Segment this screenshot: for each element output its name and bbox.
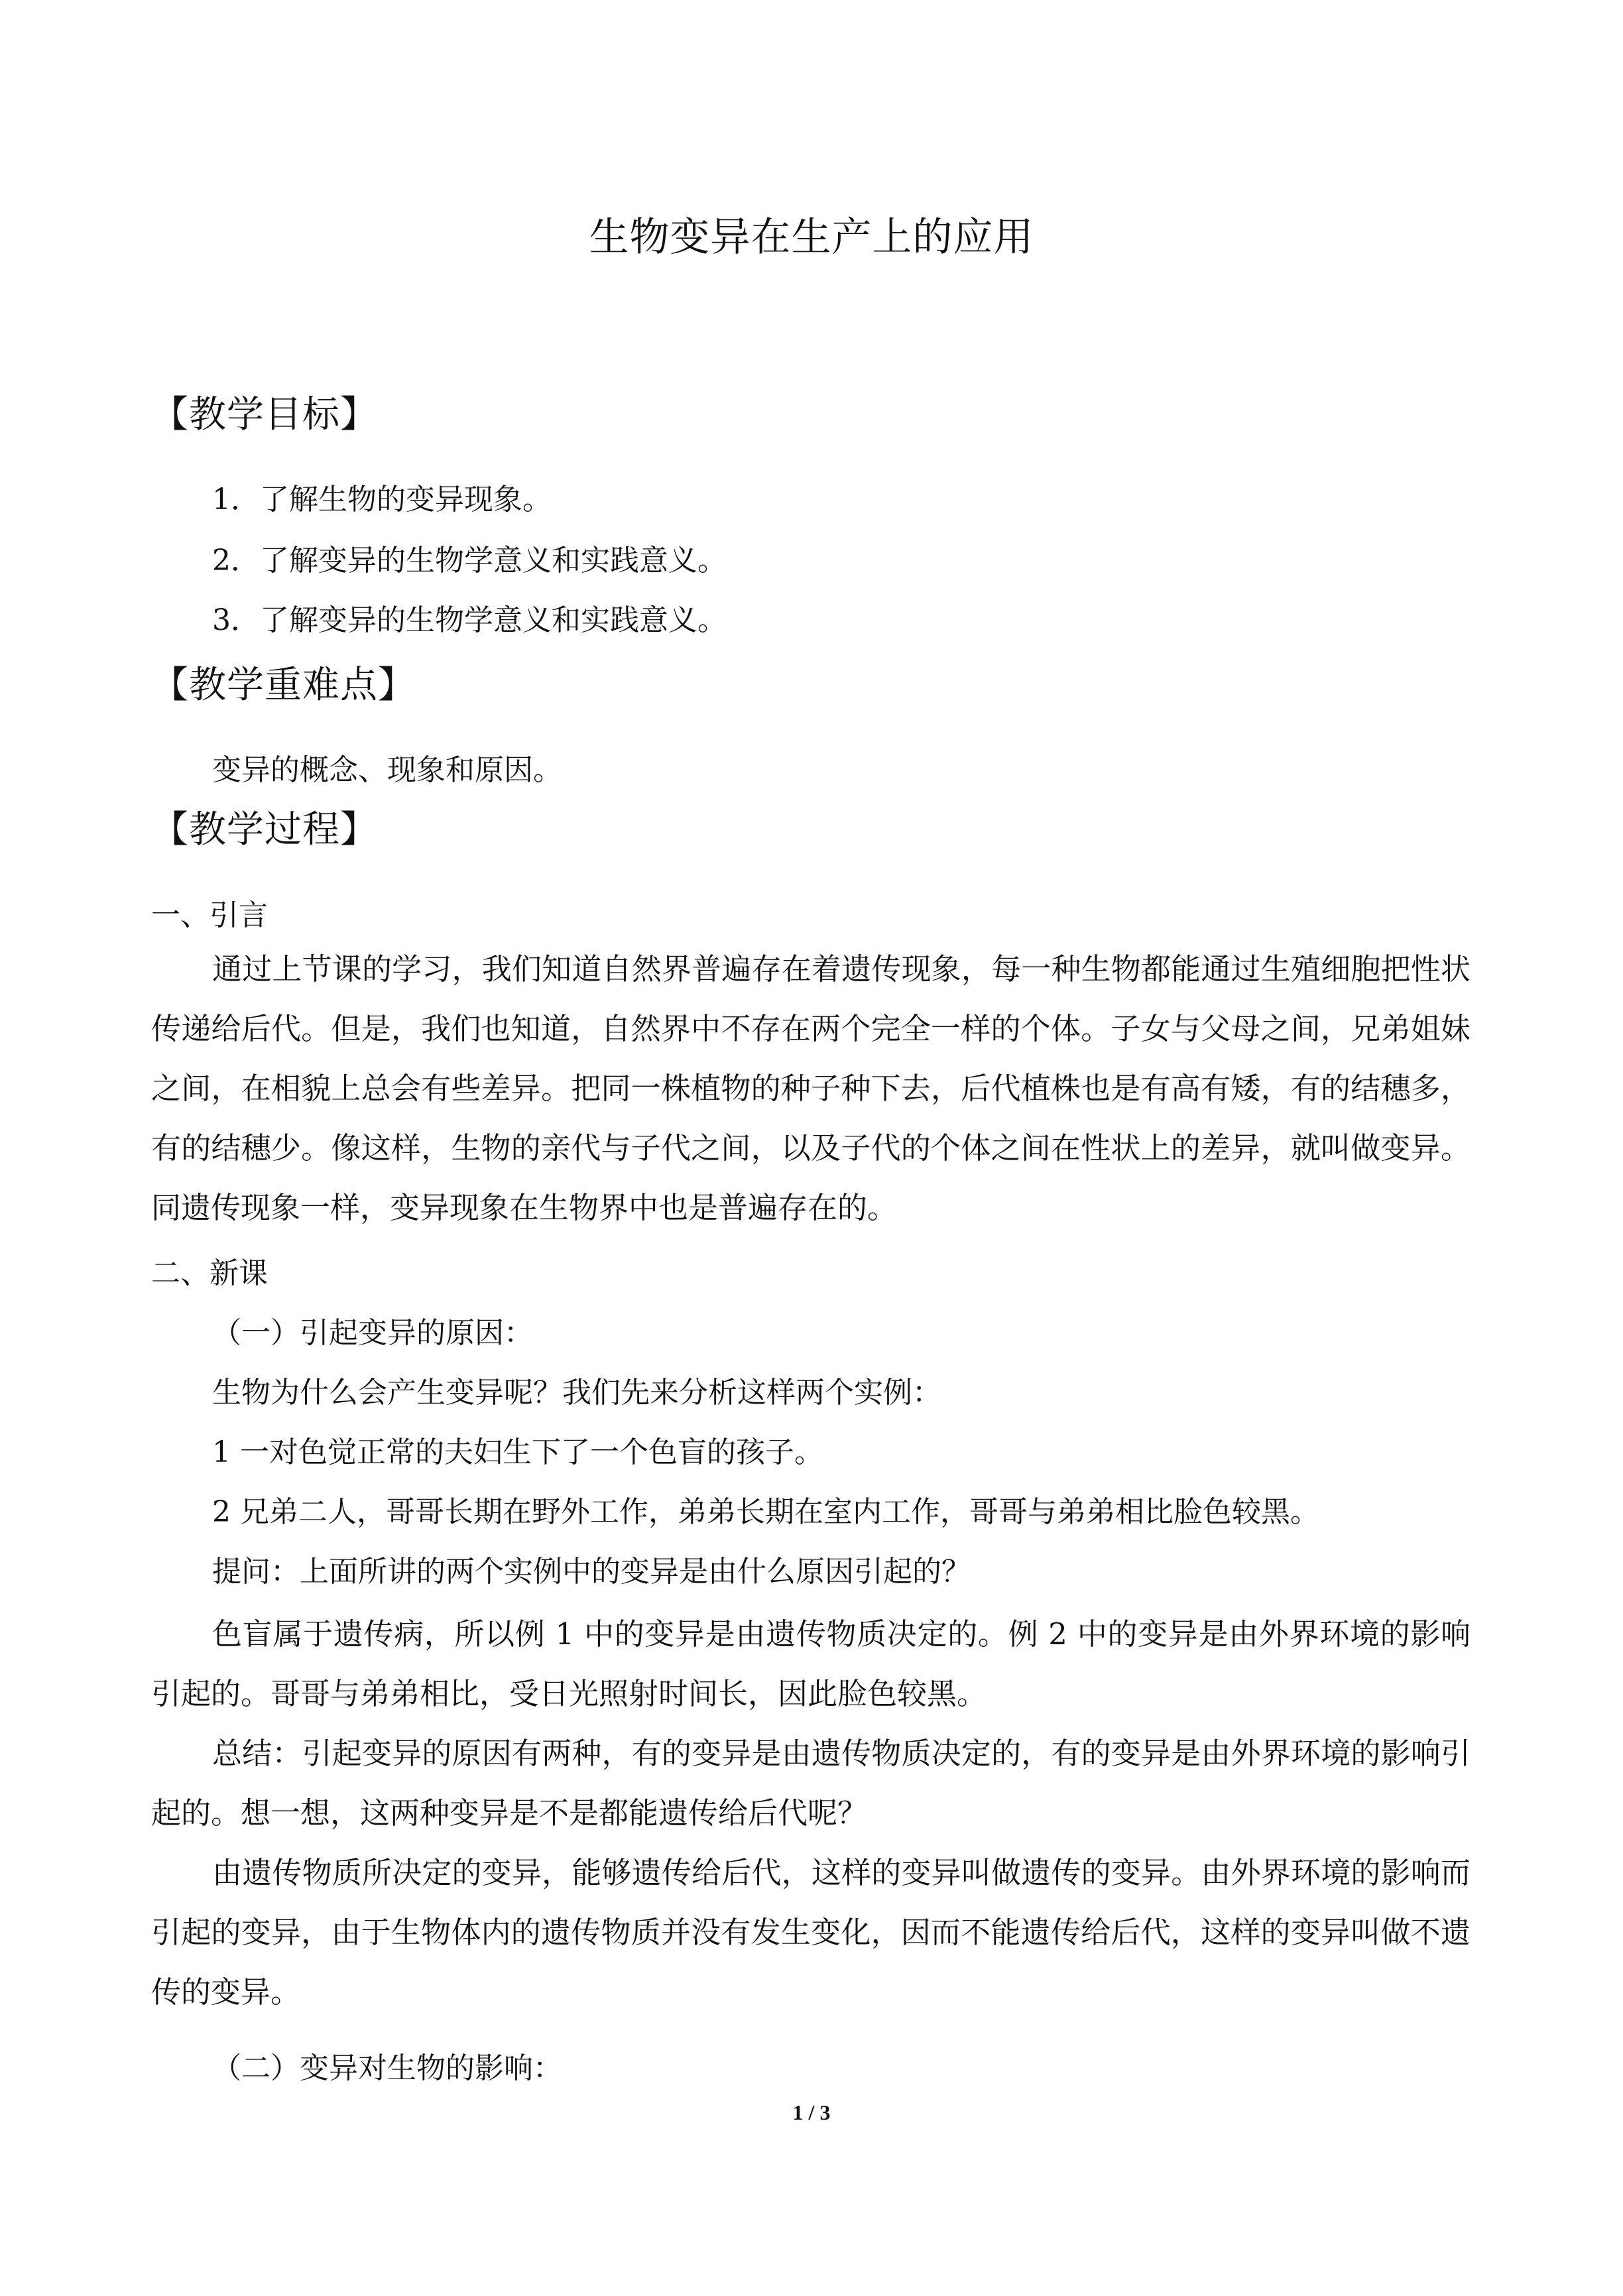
explain-paragraph: 由遗传物质所决定的变异，能够遗传给后代，这样的变异叫做遗传的变异。由外界环境的影响而引起的变异，由于生物体内的遗传物质并没有发生变化，因而不能遗传给后代，这样的变异叫做不遗传的变异。 [151,1855,1471,2010]
subsection-1-title: （一）引起变异的原因： [212,1316,533,1350]
key-points-text: 变异的概念、现象和原因。 [212,753,562,787]
objective-item: 1．了解生物的变异现象。 [212,483,552,516]
objective-item: 3．了解变异的生物学意义和实践意义。 [212,603,727,637]
example-1: 1 一对色觉正常的夫妇生下了一个色盲的孩子。 [212,1435,823,1469]
section-new-title: 二、新课 [151,1256,268,1290]
page-number: 1 / 3 [792,2100,831,2124]
process-heading: 【教学过程】 [151,808,378,851]
summary-paragraph: 总结：引起变异的原因有两种，有的变异是由遗传物质决定的，有的变异是由外界环境的影响引起的。想一想，这两种变异是不是都能遗传给后代呢？ [151,1736,1471,1831]
objective-item: 2．了解变异的生物学意义和实践意义。 [212,544,727,577]
question-text: 提问：上面所讲的两个实例中的变异是由什么原因引起的？ [212,1555,971,1589]
objectives-heading: 【教学目标】 [151,393,378,436]
section-intro-title: 一、引言 [151,898,268,932]
answer-paragraph: 色盲属于遗传病，所以例 1 中的变异是由遗传物质决定的。例 2 中的变异是由外界环境的影响引起的。哥哥与弟弟相比，受日光照射时间长，因此脸色较黑。 [151,1616,1471,1711]
subsection-2-title: （二）变异对生物的影响： [212,2051,562,2085]
intro-paragraph: 通过上节课的学习，我们知道自然界普遍存在着遗传现象，每一种生物都能通过生殖细胞把性状传递给后代。但是，我们也知道，自然界中不存在两个完全一样的个体。子女与父母之间，兄弟姐妹之间，在相貌上总会有些差异。把同一株植物的种子种下去，后代植株也是有高有矮，有的结穗多，有的结穗少。像这样，生物的亲代与子代之间，以及子代的个体之间在性状上的差异，就叫做变异。同遗传现象一样，变异现象在生物界中也是普遍存在的。 [151,951,1471,1225]
paragraph-question-intro: 生物为什么会产生变异呢？我们先来分析这样两个实例： [212,1376,941,1410]
page-title: 生物变异在生产上的应用 [589,214,1034,261]
example-2: 2 兄弟二人，哥哥长期在野外工作，弟弟长期在室内工作，哥哥与弟弟相比脸色较黑。 [212,1495,1319,1529]
key-points-heading: 【教学重难点】 [151,664,416,707]
